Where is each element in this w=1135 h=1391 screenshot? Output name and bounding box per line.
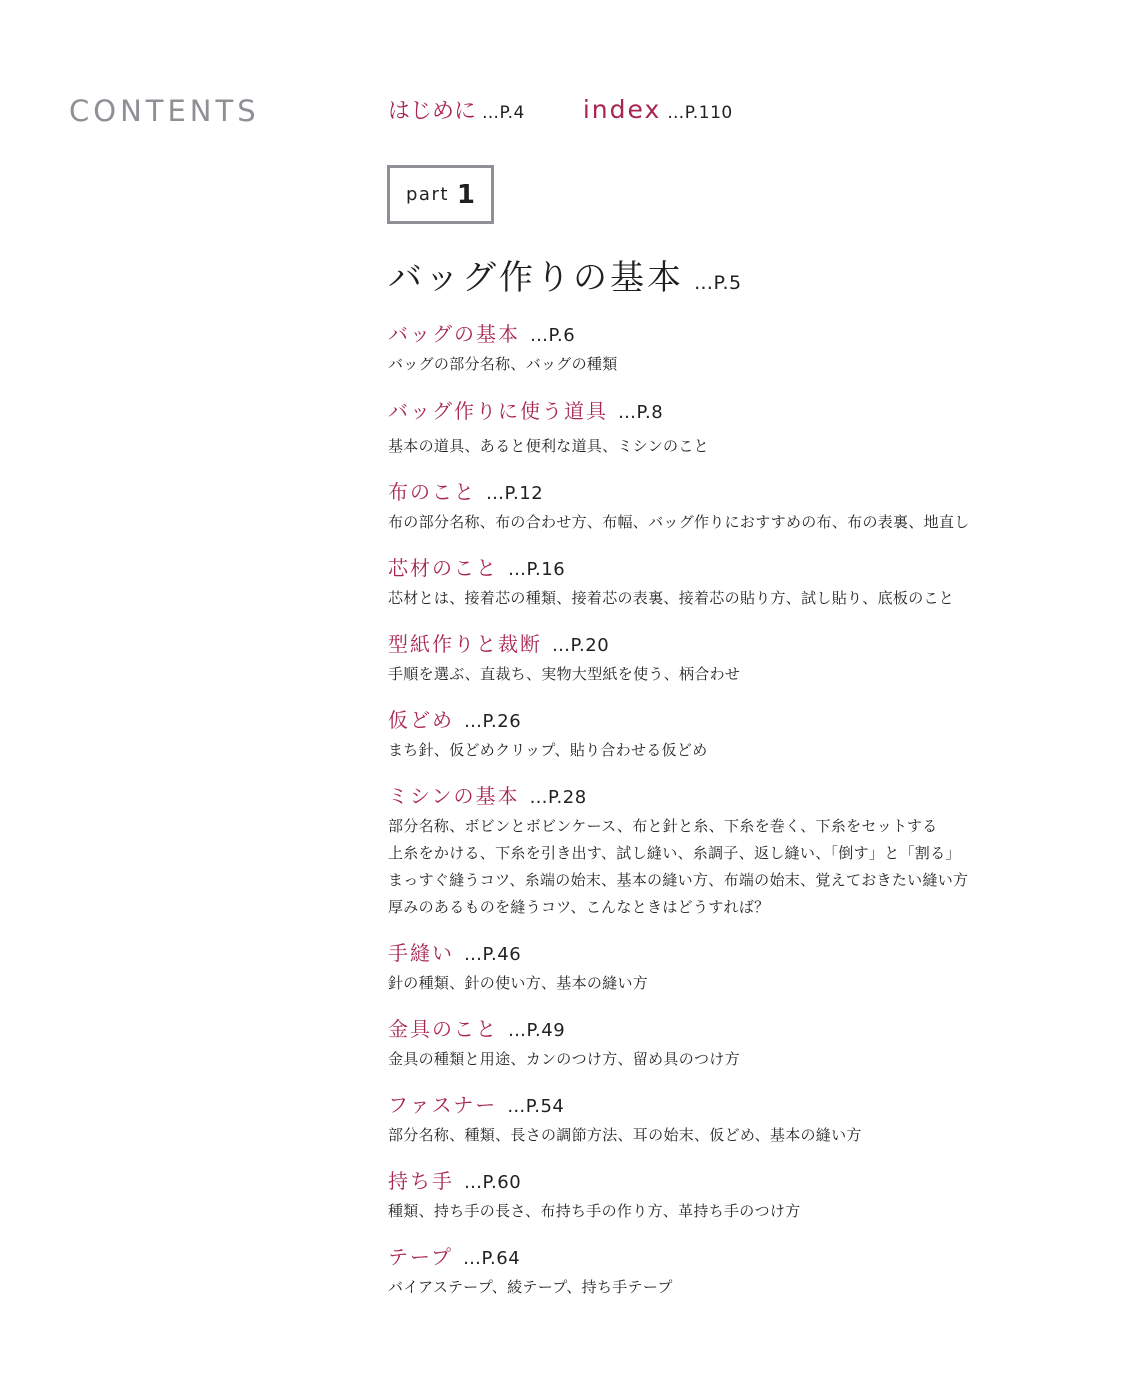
section-desc: 基本の道具、あると便利な道具、ミシンのこと — [388, 437, 709, 455]
toc-section[interactable] — [388, 780, 968, 921]
link-index[interactable] — [583, 95, 733, 124]
section-desc: 芯材とは、接着芯の種類、接着芯の表裏、接着芯の貼り方、試し貼り、底板のこと — [388, 589, 955, 607]
link-introduction[interactable] — [388, 94, 525, 125]
toc-section[interactable] — [388, 628, 740, 688]
section-desc: 金具の種類と用途、カンのつけ方、留め具のつけ方 — [388, 1050, 740, 1068]
toc-section[interactable] — [388, 476, 970, 536]
section-desc: まっすぐ縫うコツ、糸端の始末、基本の縫い方、布端の始末、覚えておきたい縫い方 — [388, 871, 969, 889]
section-title: 芯材のこと — [388, 556, 498, 580]
section-title: 仮どめ — [388, 708, 454, 732]
section-page: …P.8 — [618, 402, 664, 423]
section-desc: 種類、持ち手の長さ、布持ち手の作り方、革持ち手のつけ方 — [388, 1202, 801, 1220]
toc-section[interactable] — [388, 1089, 862, 1149]
section-page: …P.60 — [464, 1172, 522, 1193]
section-desc: 上糸をかける、下糸を引き出す、試し縫い、糸調子、返し縫い、「倒す」と「割る」 — [388, 844, 961, 862]
section-title: 金具のこと — [388, 1017, 498, 1041]
toc-section[interactable] — [388, 318, 618, 378]
toc-section[interactable] — [388, 704, 708, 764]
section-title: 布のこと — [388, 480, 476, 504]
part-number: 1 — [456, 179, 475, 210]
top-links — [388, 94, 791, 125]
section-desc: まち針、仮どめクリップ、貼り合わせる仮どめ — [388, 741, 708, 759]
toc-section[interactable] — [388, 395, 709, 460]
section-title: 持ち手 — [388, 1169, 454, 1193]
section-page: …P.28 — [529, 787, 587, 808]
section-desc: バッグの部分名称、バッグの種類 — [388, 355, 618, 373]
section-desc: 布の部分名称、布の合わせ方、布幅、バッグ作りにおすすめの布、布の表裏、地直し — [388, 513, 970, 531]
section-title: ファスナー — [388, 1093, 498, 1117]
section-desc: 部分名称、ボビンとボビンケース、布と針と糸、下糸を巻く、下糸をセットする — [388, 817, 938, 835]
part-title-text: バッグ作りの基本 — [388, 258, 684, 298]
section-page: …P.64 — [463, 1248, 521, 1269]
section-page: …P.26 — [464, 711, 522, 732]
section-title: 型紙作りと裁断 — [388, 632, 542, 656]
link-index-label: index — [582, 95, 662, 124]
toc-section[interactable] — [388, 552, 954, 612]
toc-section[interactable] — [388, 937, 648, 997]
link-introduction-page: …P.4 — [482, 103, 525, 123]
section-page: …P.12 — [486, 483, 544, 504]
link-index-page: …P.110 — [667, 103, 733, 123]
toc-section[interactable] — [388, 1165, 801, 1225]
section-page: …P.16 — [508, 559, 566, 580]
part-word: part — [405, 184, 449, 205]
contents-heading: CONTENTS — [69, 94, 260, 128]
toc-section[interactable] — [388, 1241, 673, 1301]
section-title: 手縫い — [388, 941, 454, 965]
section-page: …P.6 — [530, 325, 576, 346]
section-desc: 部分名称、種類、長さの調節方法、耳の始末、仮どめ、基本の縫い方 — [388, 1126, 862, 1144]
part-title[interactable] — [388, 250, 742, 299]
section-page: …P.46 — [464, 944, 522, 965]
section-desc: 厚みのあるものを縫うコツ、こんなときはどうすれば？ — [388, 898, 770, 916]
section-title: テープ — [388, 1245, 453, 1269]
part-badge — [387, 165, 494, 224]
section-title: バッグの基本 — [388, 322, 520, 346]
section-page: …P.20 — [552, 635, 610, 656]
section-page: …P.49 — [508, 1020, 566, 1041]
section-title: ミシンの基本 — [388, 784, 520, 808]
section-page: …P.54 — [507, 1096, 565, 1117]
toc-section[interactable] — [388, 1013, 740, 1073]
part-title-page: …P.5 — [694, 272, 742, 294]
section-desc: 手順を選ぶ、直裁ち、実物大型紙を使う、柄合わせ — [388, 665, 741, 683]
link-introduction-label: はじめに — [388, 99, 477, 124]
section-desc: 針の種類、針の使い方、基本の縫い方 — [388, 974, 649, 992]
section-title: バッグ作りに使う道具 — [388, 399, 608, 423]
section-desc: バイアステープ、綾テープ、持ち手テープ — [388, 1278, 673, 1296]
